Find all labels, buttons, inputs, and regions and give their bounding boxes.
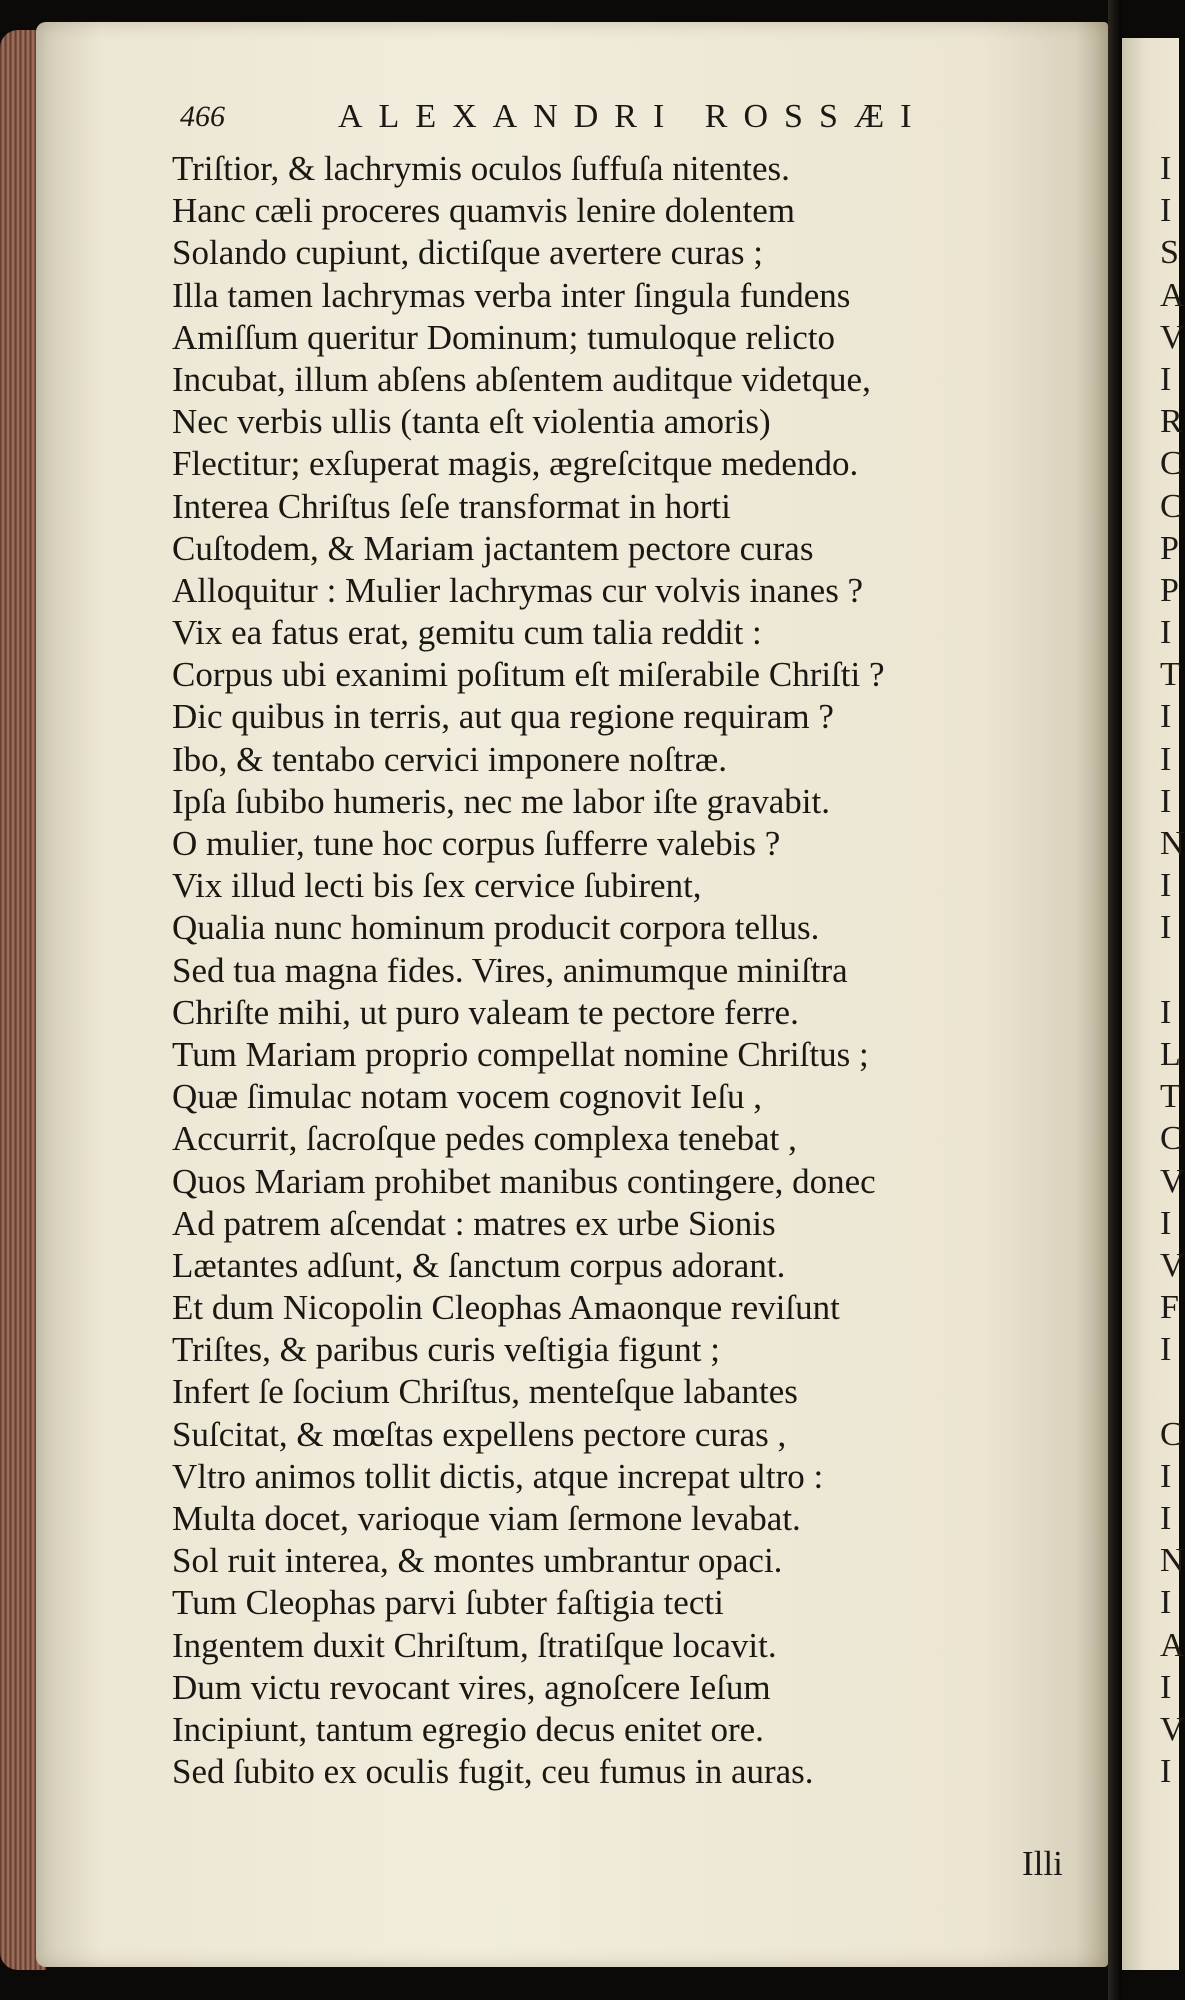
verse-line: Hanc cæli proceres quamvis lenire dolentem [172, 191, 795, 231]
facing-page-letter: I [1160, 1500, 1172, 1537]
verse-line: Quos Mariam prohibet manibus contingere, donec [172, 1161, 876, 1201]
verse-line: Qualia nunc hominum producit corpora tellus. [172, 908, 820, 948]
verse-line: Triſtior, & lachrymis oculos ſuffuſa nitentes. [172, 149, 790, 188]
facing-page-letter [1160, 950, 1179, 992]
facing-page-letter: V [1160, 318, 1185, 356]
verse-line: Ibo, & tentabo cervici imponere noſtræ. [172, 739, 727, 779]
facing-page-letter: C [1160, 1415, 1183, 1453]
verse-line: Sed ſubito ex oculis fugit, ceu fumus in auras. [172, 1752, 814, 1792]
facing-page-letter: T [1160, 656, 1181, 694]
verse-line: Chriſte mihi, ut puro valeam te pectore ferre. [172, 992, 799, 1032]
facing-page-letter: P [1160, 529, 1179, 567]
facing-page-letter: V [1160, 1246, 1185, 1284]
verse-line: Incubat, illum abſens abſentem auditque videtque, [172, 359, 871, 399]
verse-line: Incipiunt, tantum egregio decus enitet ore. [172, 1709, 764, 1749]
verse-line: Cuſtodem, & Mariam jactantem pectore curas [172, 528, 814, 568]
page-number: 466 [180, 100, 225, 133]
facing-page-letter: F [1160, 1289, 1179, 1327]
facing-page-letter: V [1160, 1710, 1185, 1748]
verse-line: Triſtes, & paribus curis veſtigia figunt ; [172, 1330, 720, 1370]
book-gutter [1108, 0, 1122, 2000]
verse-line: Dic quibus in terris, aut qua regione requiram ? [172, 697, 834, 737]
verse-line: Alloquitur : Mulier lachrymas cur volvis inanes ? [172, 570, 864, 610]
facing-page-letter: N [1160, 1542, 1185, 1580]
facing-page-letter: A [1160, 276, 1185, 314]
facing-page-letter: C [1160, 1120, 1183, 1158]
verse-line: Illa tamen lachrymas verba inter ſingula fundens [172, 275, 851, 315]
facing-page-letter: I [1160, 867, 1172, 905]
verse-line: Ad patrem aſcendat : matres ex urbe Sionis [172, 1203, 776, 1243]
catchword: Illi [1022, 1844, 1063, 1883]
facing-page-letter: I [1160, 150, 1172, 187]
facing-page-letter: I [1160, 782, 1172, 820]
facing-page-letter: N [1160, 825, 1185, 862]
facing-page-letter: R [1160, 403, 1183, 441]
facing-page-letter: C [1160, 487, 1183, 525]
facing-page-letter: I [1160, 1753, 1172, 1791]
facing-page-letter: I [1160, 909, 1172, 947]
facing-page-letter: P [1160, 571, 1179, 609]
facing-page-letter: I [1160, 1584, 1172, 1622]
verse-line: Vltro animos tollit dictis, atque increpat ultro : [172, 1456, 824, 1496]
facing-page-letter: I [1160, 360, 1172, 398]
facing-page-letter: I [1160, 1668, 1172, 1706]
facing-page-letters [1160, 148, 1185, 1793]
facing-page-letter: I [1160, 740, 1172, 778]
verse-line: Multa docet, varioque viam ſermone levabat. [172, 1499, 801, 1538]
verse-line: Corpus ubi exanimi poſitum eſt miſerabile Chriſti ? [172, 655, 885, 695]
facing-page-letter: I [1160, 1331, 1172, 1369]
verse-line: Et dum Nicopolin Cleophas Amaonque reviſunt [172, 1288, 840, 1328]
facing-page-letter: S [1160, 234, 1179, 272]
facing-page-letter: L [1160, 1035, 1181, 1073]
facing-page-letter: A [1160, 1626, 1185, 1664]
verse-line: Interea Chriſtus ſeſe transformat in horti [172, 486, 731, 526]
facing-page-letter: I [1160, 192, 1172, 230]
running-title: ALEXANDRI ROSSÆI [338, 98, 928, 135]
verse-line: Sed tua magna fides. Vires, animumque miniſtra [172, 950, 848, 990]
verse-line: Solando cupiunt, dictiſque avertere curas ; [172, 233, 763, 273]
facing-page-letter: I [1160, 993, 1172, 1031]
facing-page-letter: I [1160, 1457, 1172, 1495]
verse-line: Flectitur; exſuperat magis, ægreſcitque medendo. [172, 444, 859, 484]
facing-page-letter: T [1160, 1078, 1181, 1116]
facing-page-letter: I [1160, 698, 1172, 736]
verse-line: Nec verbis ullis (tanta eſt violentia amoris) [172, 402, 771, 442]
verse-line: Lætantes adſunt, & ſanctum corpus adorant. [172, 1245, 786, 1285]
verse-text [172, 148, 1092, 1793]
verse-line: Accurrit, ſacroſque pedes complexa tenebat , [172, 1119, 797, 1159]
verse-line: Ipſa ſubibo humeris, nec me labor iſte gravabit. [172, 781, 830, 821]
verse-line: O mulier, tune hoc corpus ſufferre valebis ? [172, 824, 781, 863]
verse-line: Tum Mariam proprio compellat nomine Chriſtus ; [172, 1034, 869, 1074]
verse-line: Infert ſe ſocium Chriſtus, menteſque labantes [172, 1372, 798, 1412]
running-head [180, 96, 940, 140]
verse-line: Suſcitat, & mœſtas expellens pectore curas , [172, 1414, 787, 1454]
facing-page-letter: V [1160, 1162, 1185, 1200]
facing-page-letter: I [1160, 614, 1172, 652]
facing-page-letter: I [1160, 1204, 1172, 1242]
verse-line: Vix illud lecti bis ſex cervice ſubirent, [172, 866, 702, 906]
verse-line: Sol ruit interea, & montes umbrantur opaci. [172, 1541, 783, 1581]
verse-line: Ingentem duxit Chriſtum, ſtratiſque locavit. [172, 1625, 777, 1665]
verse-line: Amiſſum queritur Dominum; tumuloque relicto [172, 317, 835, 357]
verse-line: Vix ea fatus erat, gemitu cum talia reddit : [172, 613, 762, 653]
facing-page-letter: C [1160, 445, 1183, 483]
verse-line: Tum Cleophas parvi ſubter faſtigia tecti [172, 1583, 724, 1623]
verse-line: Dum victu revocant vires, agnoſcere Ieſum [172, 1667, 771, 1707]
facing-page-letter [1160, 1371, 1179, 1413]
verse-line: Quæ ſimulac notam vocem cognovit Ieſu , [172, 1077, 763, 1117]
